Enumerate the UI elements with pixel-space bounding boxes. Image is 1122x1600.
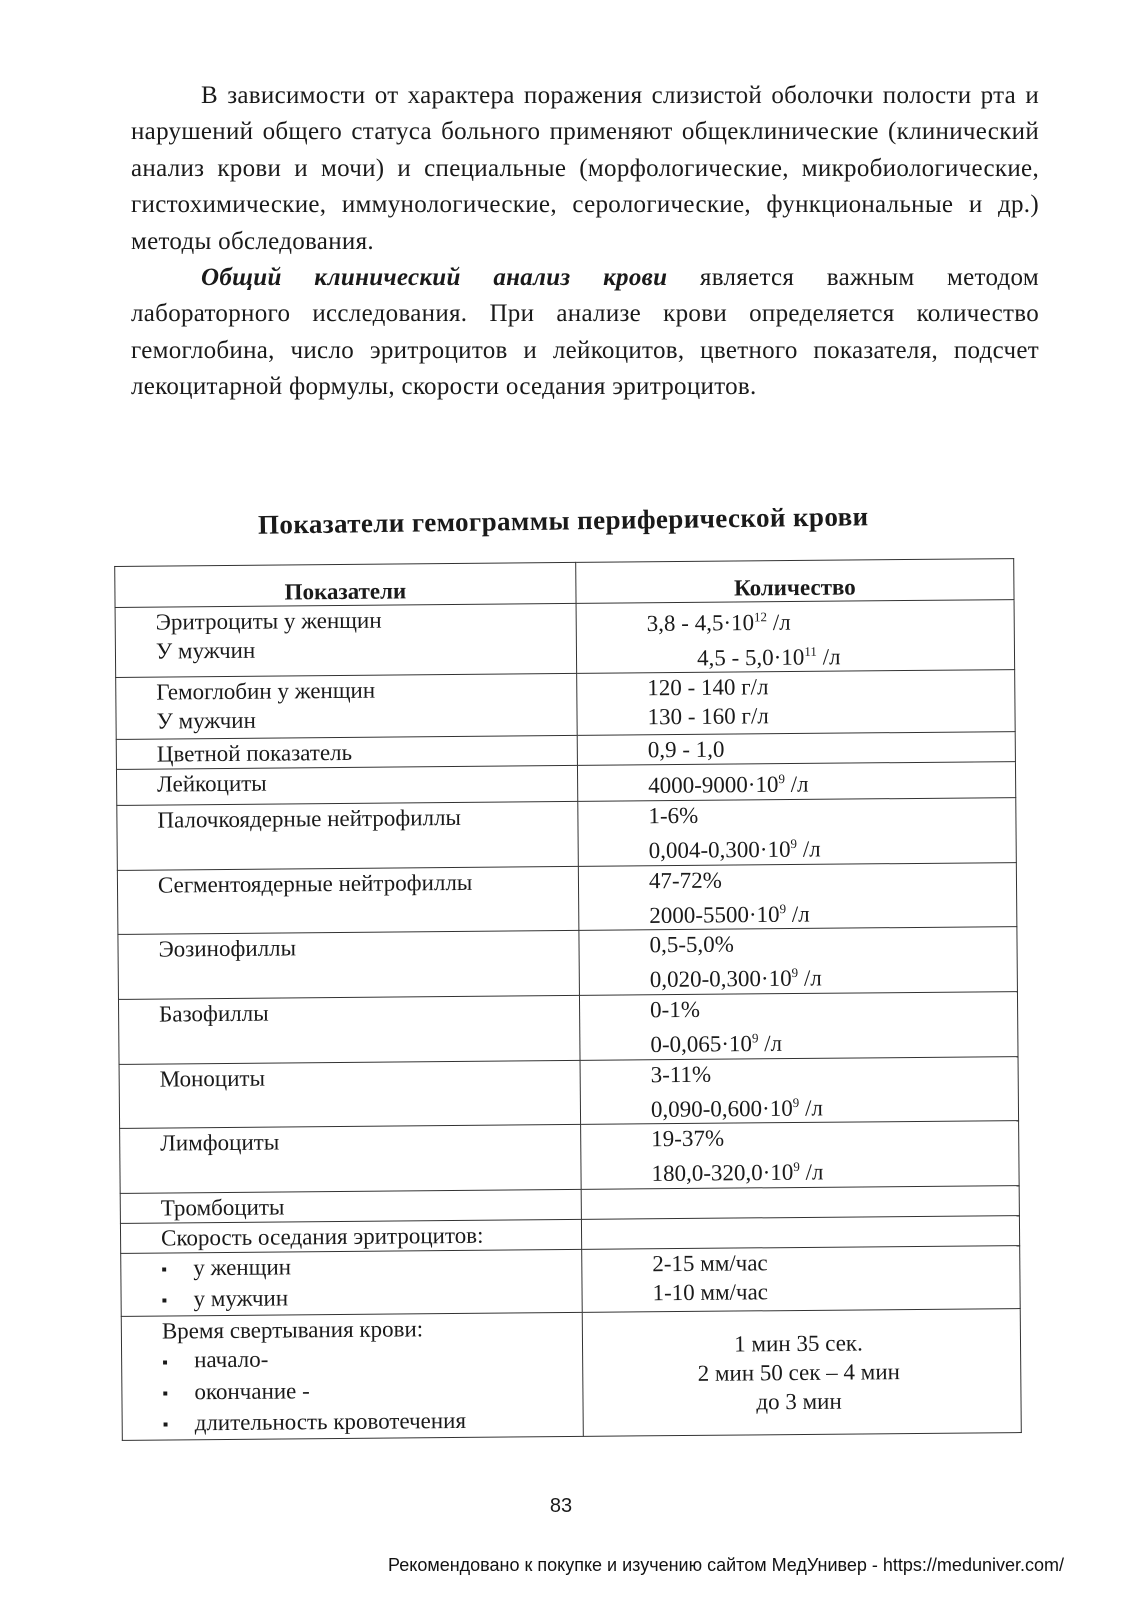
indicator-label: Тромбоциты (160, 1194, 285, 1221)
quantity-cell (577, 732, 1015, 766)
indicator-label: Время свертывания крови: (161, 1316, 424, 1344)
quantity-cell (582, 1309, 1021, 1436)
indicator-label: Эритроциты у женщин (155, 607, 382, 635)
quantity-text: 3-11% (650, 1061, 712, 1087)
indicator-cell (118, 995, 580, 1064)
quantity-value (651, 1086, 1012, 1124)
exponent: 12 (753, 609, 768, 625)
quantity-cell (580, 1056, 1019, 1124)
quantity-value (651, 1057, 1012, 1089)
quantity-value (647, 635, 1008, 673)
header-indicators: Показатели (115, 562, 576, 607)
indicator-label: Палочкоядерные нейтрофиллы (157, 804, 462, 833)
quantity-value (583, 1385, 1014, 1418)
quantity-value (650, 1021, 1011, 1059)
intro-text (131, 78, 1039, 406)
exponent: 9 (778, 771, 785, 787)
table-row (120, 1121, 1020, 1193)
indicator-cell (121, 1313, 583, 1441)
quantity-cell (578, 798, 1017, 866)
quantity-text: 2000-5500·10 (649, 901, 780, 928)
table-row (118, 992, 1018, 1064)
quantity-text: 1-10 мм/час (652, 1279, 769, 1306)
paragraph-2-rest: является важным методом лабораторного исследования. При анализе крови определяется количество гемоглобина, число эритроцитов и лейкоцитов, цветного показателя, подсчет лекоцитарной формулы, скорости оседания эритроцитов. (131, 264, 1039, 401)
indicator-label: Эозинофиллы (158, 935, 297, 962)
emphasis-term: Общий клинический анализ крови (201, 264, 668, 292)
indicator-label: Лимфоциты (160, 1129, 280, 1156)
indicator-cell (120, 1219, 581, 1253)
unit: /л (799, 1095, 824, 1121)
quantity-cell (581, 1185, 1019, 1219)
quantity-cell (579, 927, 1018, 995)
quantity-value (648, 732, 1009, 764)
unit: /л (785, 901, 810, 927)
indicator-label: Цветной показатель (156, 740, 353, 767)
quantity-cell (577, 670, 1016, 736)
unit: /л (784, 771, 809, 798)
table-row (121, 1309, 1021, 1440)
quantity-value (652, 1275, 1013, 1307)
quantity-text: 2 мин 50 сек – 4 мин (697, 1359, 900, 1387)
indicator-cell (120, 1189, 581, 1223)
quantity-text: 0-1% (649, 996, 701, 1023)
quantity-value (651, 1121, 1012, 1153)
quantity-text: 1 мин 35 сек. (734, 1330, 863, 1357)
quantity-text: 0,020-0,300·10 (649, 965, 792, 993)
bullet-item: ▪ начало- (162, 1342, 576, 1377)
bullet-item: ▪ у женщин (161, 1250, 575, 1285)
quantity-value (649, 927, 1010, 959)
exponent: 9 (793, 1159, 800, 1175)
header-quantity: Количество (576, 559, 1014, 604)
page-number: 83 (549, 1495, 573, 1517)
quantity-text: до 3 мин (756, 1388, 842, 1415)
table-row (117, 862, 1017, 934)
quantity-text: 3,8 - 4,5·10 (646, 610, 755, 636)
indicator-label: Базофиллы (159, 1000, 269, 1027)
quantity-value (583, 1327, 1014, 1360)
indicator-cell (116, 674, 578, 740)
bullet-item: ▪ окончание - (162, 1374, 576, 1409)
table-row (121, 1245, 1021, 1316)
indicator-cell (119, 1060, 581, 1129)
quantity-value (652, 1246, 1013, 1278)
intro-paragraph-1: В зависимости от характера поражения слизистой оболочки полости рта и нарушений общего статуса больного применяют общеклинические (клинический анализ крови и мочи) и специальные (морфологические, микробиологические, гистохимические, иммунологические, серологические, функциональные и др.) методы обследования. (131, 82, 1039, 255)
indicator-cell (116, 736, 577, 770)
quantity-value (647, 699, 1008, 731)
quantity-text: 4000-9000·10 (648, 772, 779, 799)
quantity-cell (581, 1215, 1019, 1249)
bullet-item: ▪ длительность кровотечения (163, 1405, 577, 1440)
quantity-text: 19-37% (651, 1125, 725, 1152)
table-row (117, 798, 1017, 870)
quantity-text: 0,090-0,600·10 (650, 1095, 793, 1122)
unit: /л (758, 1030, 783, 1056)
table-body (115, 600, 1021, 1441)
quantity-text: 0,004-0,300·10 (648, 836, 791, 863)
quantity-text: 1-6% (648, 802, 699, 829)
indicator-label: У мужчин (156, 708, 256, 734)
quantity-value (648, 762, 1009, 800)
quantity-text: 120 - 140 г/л (647, 674, 769, 701)
quantity-text: 180,0-320,0·10 (651, 1159, 794, 1187)
quantity-value (650, 992, 1011, 1024)
indicator-label: У мужчин (155, 637, 256, 664)
unit: /л (796, 836, 821, 862)
indicator-cell (117, 801, 579, 870)
indicator-label: Скорость оседания эритроцитов: (160, 1222, 484, 1251)
quantity-text: 0,5-5,0% (649, 931, 734, 958)
table-row (115, 600, 1015, 678)
quantity-value (583, 1356, 1014, 1389)
quantity-text: 0,9 - 1,0 (647, 736, 725, 763)
quantity-cell (581, 1121, 1020, 1189)
indicator-label: Лейкоциты (156, 770, 267, 797)
quantity-text: 0-0,065·10 (650, 1030, 753, 1057)
quantity-value (649, 863, 1010, 895)
table-row (118, 927, 1018, 999)
hemogram-table (114, 558, 1022, 1441)
exponent: 9 (779, 900, 787, 916)
table-row (119, 1056, 1019, 1128)
quantity-text: 4,5 - 5,0·10 (696, 644, 805, 671)
indicator-cell (117, 866, 579, 935)
indicator-label: Моноциты (159, 1065, 266, 1092)
indicator-cell (118, 931, 580, 1000)
unit: /л (798, 965, 822, 991)
intro-paragraph-2 (131, 260, 1039, 406)
quantity-value (649, 827, 1010, 865)
bullet-item: ▪ у мужчин (161, 1281, 575, 1316)
quantity-value (650, 956, 1011, 994)
footer-recommendation: Рекомендовано к покупке и изучению сайтом МедУнивер - https://meduniver.com/ (388, 1555, 1064, 1575)
exponent: 9 (751, 1030, 759, 1046)
indicator-cell (115, 603, 577, 677)
quantity-cell (577, 762, 1015, 801)
indicator-cell (121, 1249, 583, 1316)
quantity-cell (578, 862, 1017, 930)
quantity-value (647, 600, 1008, 638)
quantity-value (649, 892, 1010, 930)
exponent: 9 (791, 965, 799, 981)
exponent: 9 (790, 835, 798, 852)
unit: /л (766, 609, 791, 635)
quantity-value (651, 1150, 1012, 1188)
quantity-cell (579, 992, 1018, 1060)
indicator-cell (116, 766, 577, 806)
quantity-value (647, 670, 1008, 702)
unit: /л (816, 643, 841, 670)
indicator-label: Гемоглобин у женщин (156, 677, 376, 705)
indicator-cell (120, 1125, 582, 1194)
quantity-cell (582, 1245, 1021, 1312)
exponent: 11 (804, 643, 817, 659)
quantity-text: 47-72% (648, 867, 722, 893)
table-row (116, 670, 1016, 740)
quantity-cell (576, 600, 1015, 674)
indicator-label: Сегментоядерные нейтрофиллы (157, 869, 473, 898)
table-title: Показатели гемограммы периферической крови (257, 501, 869, 540)
unit: /л (799, 1159, 824, 1185)
quantity-text: 2-15 мм/час (652, 1250, 768, 1277)
quantity-text: 130 - 160 г/л (647, 703, 769, 730)
quantity-value (648, 798, 1009, 830)
exponent: 9 (792, 1094, 800, 1110)
